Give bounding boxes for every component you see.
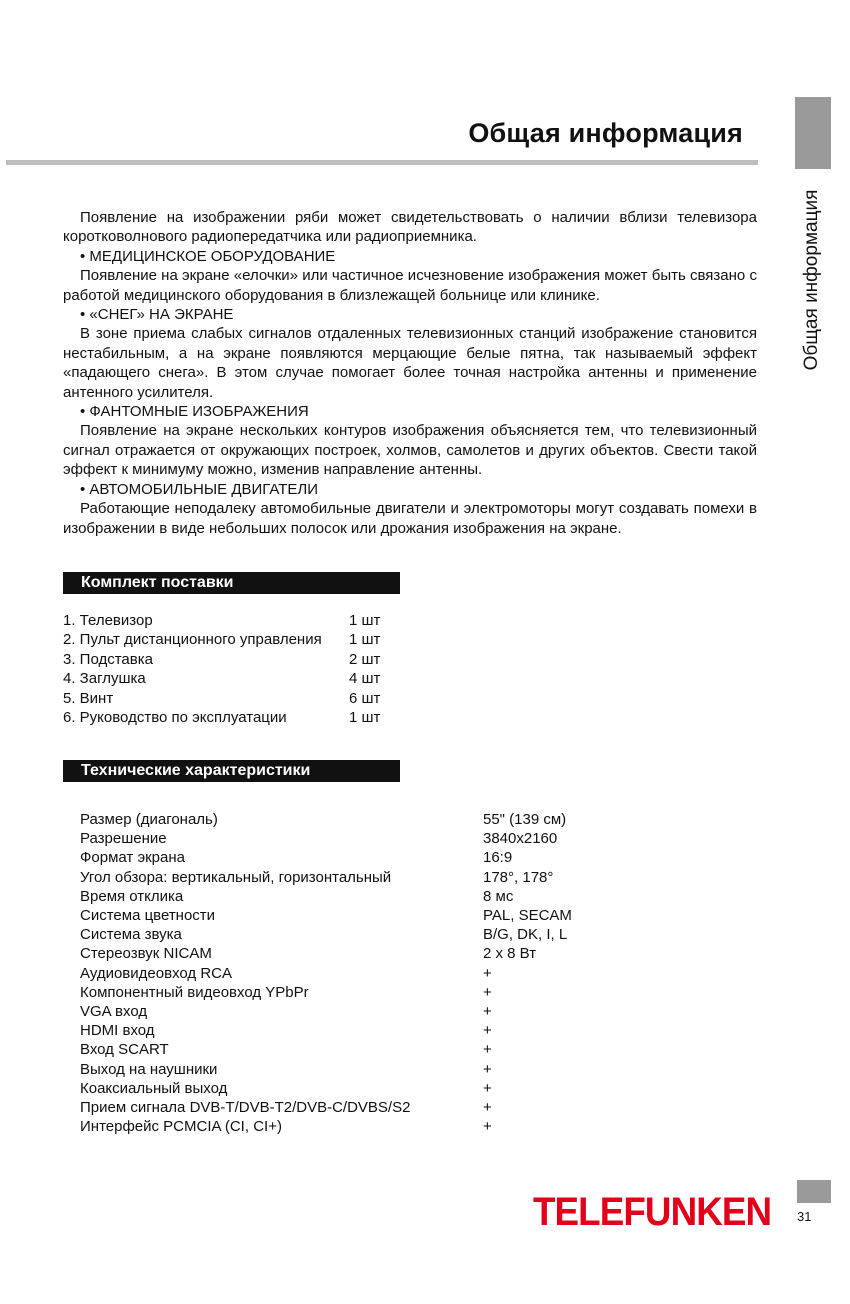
spec-row bbox=[80, 925, 572, 944]
header-rule bbox=[6, 160, 758, 165]
spec-name: Время отклика bbox=[80, 887, 184, 905]
spec-name: HDMI вход bbox=[80, 1022, 155, 1040]
spec-row bbox=[80, 1040, 572, 1059]
body-text bbox=[63, 208, 757, 538]
kit-item-name: 4. Заглушка bbox=[63, 670, 146, 688]
spec-name: Размер (диагональ) bbox=[80, 811, 218, 828]
spec-row bbox=[80, 1021, 572, 1040]
spec-value: 3840x2160 bbox=[483, 830, 558, 848]
bullet-heading: • ФАНТОМНЫЕ ИЗОБРАЖЕНИЯ bbox=[80, 403, 309, 421]
spec-value: 8 мс bbox=[483, 887, 514, 905]
spec-value: 55" (139 см) bbox=[483, 811, 567, 828]
spec-name: Угол обзора: вертикальный, горизонтальный bbox=[80, 868, 392, 886]
spec-row bbox=[80, 1079, 572, 1098]
kit-item-qty: 6 шт bbox=[349, 689, 381, 707]
spec-value: + bbox=[483, 1118, 492, 1136]
paragraph: Появление на экране «елочки» или частичное исчезновение изображения может быть связано с работой медицинского оборудования в близлежащей больнице или клинике. bbox=[63, 267, 757, 304]
kit-item-name: 3. Подставка bbox=[63, 650, 153, 668]
brand-logo: TELEFUNKEN bbox=[533, 1190, 772, 1234]
spec-value: + bbox=[483, 983, 492, 1001]
kit-item bbox=[63, 669, 380, 688]
spec-row bbox=[80, 1002, 572, 1021]
bullet-heading: • АВТОМОБИЛЬНЫЕ ДВИГАТЕЛИ bbox=[80, 480, 319, 498]
spec-row bbox=[80, 1117, 572, 1136]
kit-item-qty: 1 шт bbox=[349, 631, 381, 649]
spec-row bbox=[80, 848, 572, 867]
spec-row bbox=[80, 829, 572, 848]
kit-item bbox=[63, 611, 380, 630]
kit-item-qty: 1 шт bbox=[349, 612, 381, 629]
kit-item-name: 6. Руководство по эксплуатации bbox=[63, 709, 287, 727]
kit-item-name: 2. Пульт дистанционного управления bbox=[63, 631, 322, 649]
spec-name: VGA вход bbox=[80, 1003, 148, 1021]
spec-row bbox=[80, 983, 572, 1002]
spec-name: Вход SCART bbox=[80, 1041, 169, 1059]
spec-value: + bbox=[483, 964, 492, 982]
kit-item-name: 5. Винт bbox=[63, 689, 114, 707]
spec-value: 16:9 bbox=[483, 849, 513, 867]
spec-name: Система цветности bbox=[80, 907, 216, 925]
spec-value: + bbox=[483, 1022, 492, 1040]
kit-item-qty: 2 шт bbox=[349, 650, 381, 668]
spec-name: Формат экрана bbox=[80, 849, 185, 867]
kit-item bbox=[63, 689, 380, 708]
spec-row bbox=[80, 944, 572, 963]
spec-value: PAL, SECAM bbox=[483, 907, 572, 925]
page-title: Общая информация bbox=[468, 118, 743, 148]
spec-value: + bbox=[483, 1060, 492, 1078]
spec-name: Система звука bbox=[80, 926, 182, 944]
spec-row bbox=[80, 1060, 572, 1079]
side-tab bbox=[795, 97, 831, 169]
kit-item bbox=[63, 708, 380, 727]
spec-value: B/G, DK, I, L bbox=[483, 926, 568, 944]
spec-name: Прием сигнала DVB-T/DVB-T2/DVB-C/DVBS/S2 bbox=[80, 1099, 411, 1117]
spec-row bbox=[80, 810, 572, 829]
page-number-tab bbox=[797, 1180, 831, 1203]
paragraph: Появление на изображении ряби может свидетельствовать о наличии вблизи телевизора коротковолнового радиопередатчика или радиоприемника. bbox=[63, 209, 757, 246]
spec-name: Стереозвук NICAM bbox=[80, 945, 212, 963]
spec-name: Интерфейс PCMCIA (CI, CI+) bbox=[80, 1118, 282, 1136]
spec-value: + bbox=[483, 1079, 492, 1097]
spec-name: Коаксиальный выход bbox=[80, 1079, 228, 1097]
spec-value: + bbox=[483, 1099, 492, 1117]
spec-value: 2 x 8 Вт bbox=[483, 945, 537, 963]
spec-name: Выход на наушники bbox=[80, 1060, 218, 1078]
specs-table bbox=[80, 810, 572, 1136]
kit-item bbox=[63, 650, 380, 669]
paragraph: Работающие неподалеку автомобильные двигатели и электромоторы могут создавать помехи в изображении в виде небольших полосок или дрожания изображения на экране. bbox=[63, 500, 757, 537]
spec-row bbox=[80, 887, 572, 906]
bullet-heading: • «СНЕГ» НА ЭКРАНЕ bbox=[80, 306, 234, 324]
kit-list bbox=[63, 611, 380, 727]
kit-heading: Комплект поставки bbox=[63, 572, 400, 594]
page-number: 31 bbox=[797, 1209, 812, 1224]
spec-row bbox=[80, 906, 572, 925]
paragraph: В зоне приема слабых сигналов отдаленных телевизионных станций изображение становится нестабильным, а на экране появляются мерцающие белые пятна, так называемый эффект «падающего снега». В этом случае помогает более точная настройка антенны и применение антенного усилителя. bbox=[63, 325, 757, 401]
spec-name: Аудиовидеовход RCA bbox=[80, 964, 232, 982]
kit-item-qty: 1 шт bbox=[349, 709, 381, 727]
kit-item-qty: 4 шт bbox=[349, 670, 381, 688]
spec-row bbox=[80, 868, 572, 887]
spec-name: Компонентный видеовход YPbPr bbox=[80, 983, 309, 1001]
spec-name: Разрешение bbox=[80, 830, 167, 848]
specs-heading: Технические характеристики bbox=[63, 760, 400, 782]
spec-row bbox=[80, 1098, 572, 1117]
kit-item-name: 1. Телевизор bbox=[63, 612, 153, 629]
spec-value: 178°, 178° bbox=[483, 868, 554, 886]
paragraph: Появление на экране нескольких контуров изображения объясняется тем, что телевизионный сигнал отражается от окружающих построек, холмов, самолетов и других объектов. Свести такой эффект к минимуму можно, изменив направление антенны. bbox=[63, 422, 757, 479]
spec-value: + bbox=[483, 1003, 492, 1021]
bullet-heading: • МЕДИЦИНСКОЕ ОБОРУДОВАНИЕ bbox=[80, 247, 336, 265]
side-section-label: Общая информация bbox=[801, 189, 822, 371]
kit-item bbox=[63, 630, 380, 649]
spec-value: + bbox=[483, 1041, 492, 1059]
spec-row bbox=[80, 964, 572, 983]
